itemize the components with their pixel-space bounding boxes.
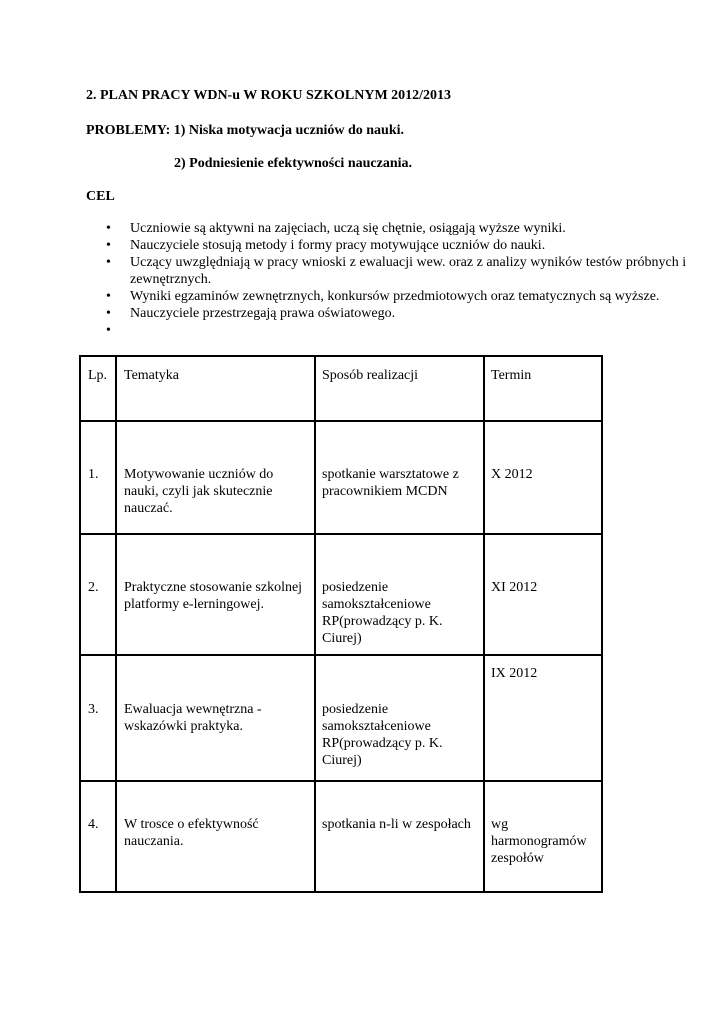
- table-header-row: [80, 356, 602, 421]
- table-row: [80, 655, 602, 782]
- problem-2: 2) Podniesienie efektywności nauczania.: [174, 156, 412, 171]
- problem-1: PROBLEMY: 1) Niska motywacja uczniów do nauki.: [86, 123, 405, 138]
- plan-table: [79, 355, 603, 893]
- header-method: Sposób realizacji: [315, 356, 484, 421]
- row-topic: Praktyczne stosowanie szkolnej platformy e-lerningowej.: [116, 534, 315, 654]
- goal-item: • Uczący uwzględniają w pracy wnioski z ewaluacji wew. oraz z analizy wyników testów próbnych i zewnętrznych.: [130, 254, 690, 288]
- row-method: posiedzenie samokształceniowe RP(prowadzący p. K. Ciurej): [315, 655, 484, 782]
- row-lp: 4.: [80, 781, 116, 892]
- row-term: X 2012: [484, 421, 602, 534]
- row-method: spotkanie warsztatowe z pracownikiem MCDN: [315, 421, 484, 534]
- row-method: posiedzenie samokształceniowe RP(prowadzący p. K. Ciurej): [315, 534, 484, 654]
- page-title: 2. PLAN PRACY WDN-u W ROKU SZKOLNYM 2012/2013: [86, 88, 452, 103]
- row-topic: W trosce o efektywność nauczania.: [116, 781, 315, 892]
- table-row: [80, 534, 602, 654]
- goal-item-empty: [130, 322, 690, 339]
- row-lp: 3.: [80, 655, 116, 782]
- header-topic: Tematyka: [116, 356, 315, 421]
- goal-item: • Uczniowie są aktywni na zajęciach, uczą się chętnie, osiągają wyższe wyniki.: [130, 220, 690, 237]
- goal-item: • Nauczyciele przestrzegają prawa oświatowego.: [130, 305, 690, 322]
- goal-item: • Nauczyciele stosują metody i formy pracy motywujące uczniów do nauki.: [130, 237, 690, 254]
- table-row: [80, 421, 602, 534]
- goals-list: [86, 220, 690, 339]
- row-term: wg harmonogramów zespołów: [484, 781, 602, 892]
- goal-label: CEL: [86, 189, 115, 204]
- header-term: Termin: [484, 356, 602, 421]
- row-topic: Motywowanie uczniów do nauki, czyli jak skutecznie nauczać.: [116, 421, 315, 534]
- row-term: IX 2012: [484, 655, 602, 782]
- row-method: spotkania n-li w zespołach: [315, 781, 484, 892]
- row-lp: 2.: [80, 534, 116, 654]
- row-term: XI 2012: [484, 534, 602, 654]
- table-row: [80, 781, 602, 892]
- row-lp: 1.: [80, 421, 116, 534]
- goal-item: • Wyniki egzaminów zewnętrznych, konkursów przedmiotowych oraz tematycznych są wyższe.: [130, 288, 690, 305]
- header-lp: Lp.: [80, 356, 116, 421]
- row-topic: Ewaluacja wewnętrzna - wskazówki praktyka.: [116, 655, 315, 782]
